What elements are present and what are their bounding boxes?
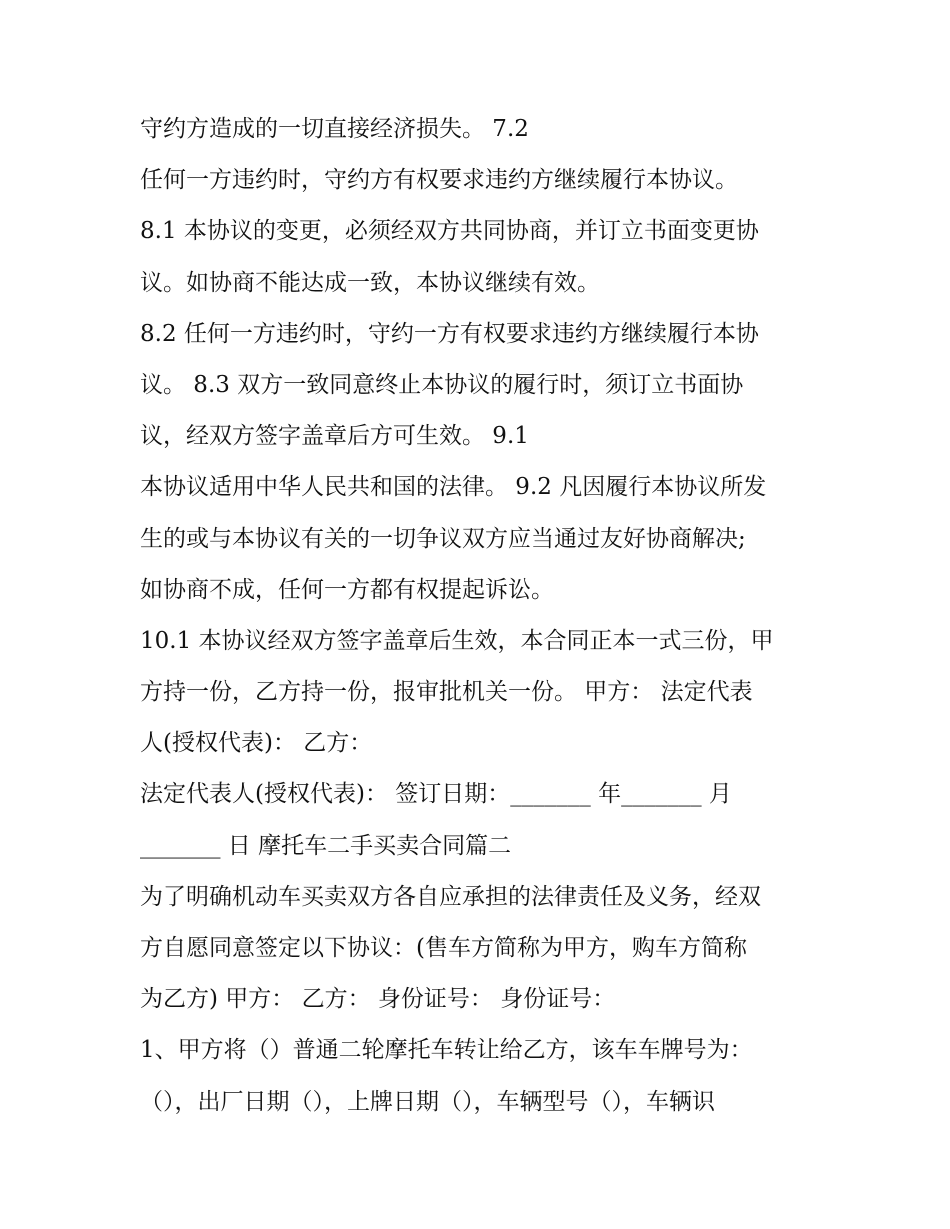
text-line: 议。 8.3 双方一致同意终止本协议的履行时，须订立书面协: [140, 371, 744, 398]
text-line: 任何一方违约时，守约方有权要求违约方继续履行本协议。: [140, 167, 738, 194]
text-line: 议，经双方签字盖章后方可生效。 9.1: [140, 423, 529, 450]
text-line: 议。如协商不能达成一致，本协议继续有效。: [140, 269, 600, 296]
text-line: 守约方造成的一切直接经济损失。 7.2: [140, 116, 529, 142]
text-line: （），出厂日期（），上牌日期（），车辆型号（），车辆识: [140, 1088, 715, 1115]
text-line: 生的或与本协议有关的一切争议双方应当通过友好协商解决;: [140, 525, 746, 552]
text-line: 为了明确机动车买卖双方各自应承担的法律责任及义务，经双: [140, 883, 761, 910]
text-line: 1、甲方将（）普通二轮摩托车转让给乙方，该车车牌号为：: [140, 1037, 753, 1064]
contract-body: [140, 104, 840, 1128]
text-line: 为乙方) 甲方： 乙方： 身份证号： 身份证号：: [140, 986, 616, 1013]
text-line: 方持一份，乙方持一份，报审批机关一份。 甲方： 法定代表: [140, 679, 753, 706]
text-line: 10.1 本协议经双方签字盖章后生效，本合同正本一式三份，甲: [140, 627, 774, 654]
text-line: 8.1 本协议的变更，必须经双方共同协商，并订立书面变更协: [140, 218, 759, 245]
text-line: 8.2 任何一方违约时，守约一方有权要求违约方继续履行本协: [140, 320, 759, 347]
text-line: 法定代表人(授权代表)： 签订日期：_______ 年_______ 月: [140, 781, 732, 808]
text-line: 本协议适用中华人民共和国的法律。 9.2 凡因履行本协议所发: [140, 474, 767, 501]
text-line: _______ 日 摩托车二手买卖合同篇二: [140, 832, 512, 859]
text-line: 方自愿同意签定以下协议：(售车方简称为甲方，购车方简称: [140, 935, 747, 961]
text-line: 人(授权代表)： 乙方：: [140, 730, 373, 757]
text-line: 如协商不成，任何一方都有权提起诉讼。: [140, 576, 554, 603]
